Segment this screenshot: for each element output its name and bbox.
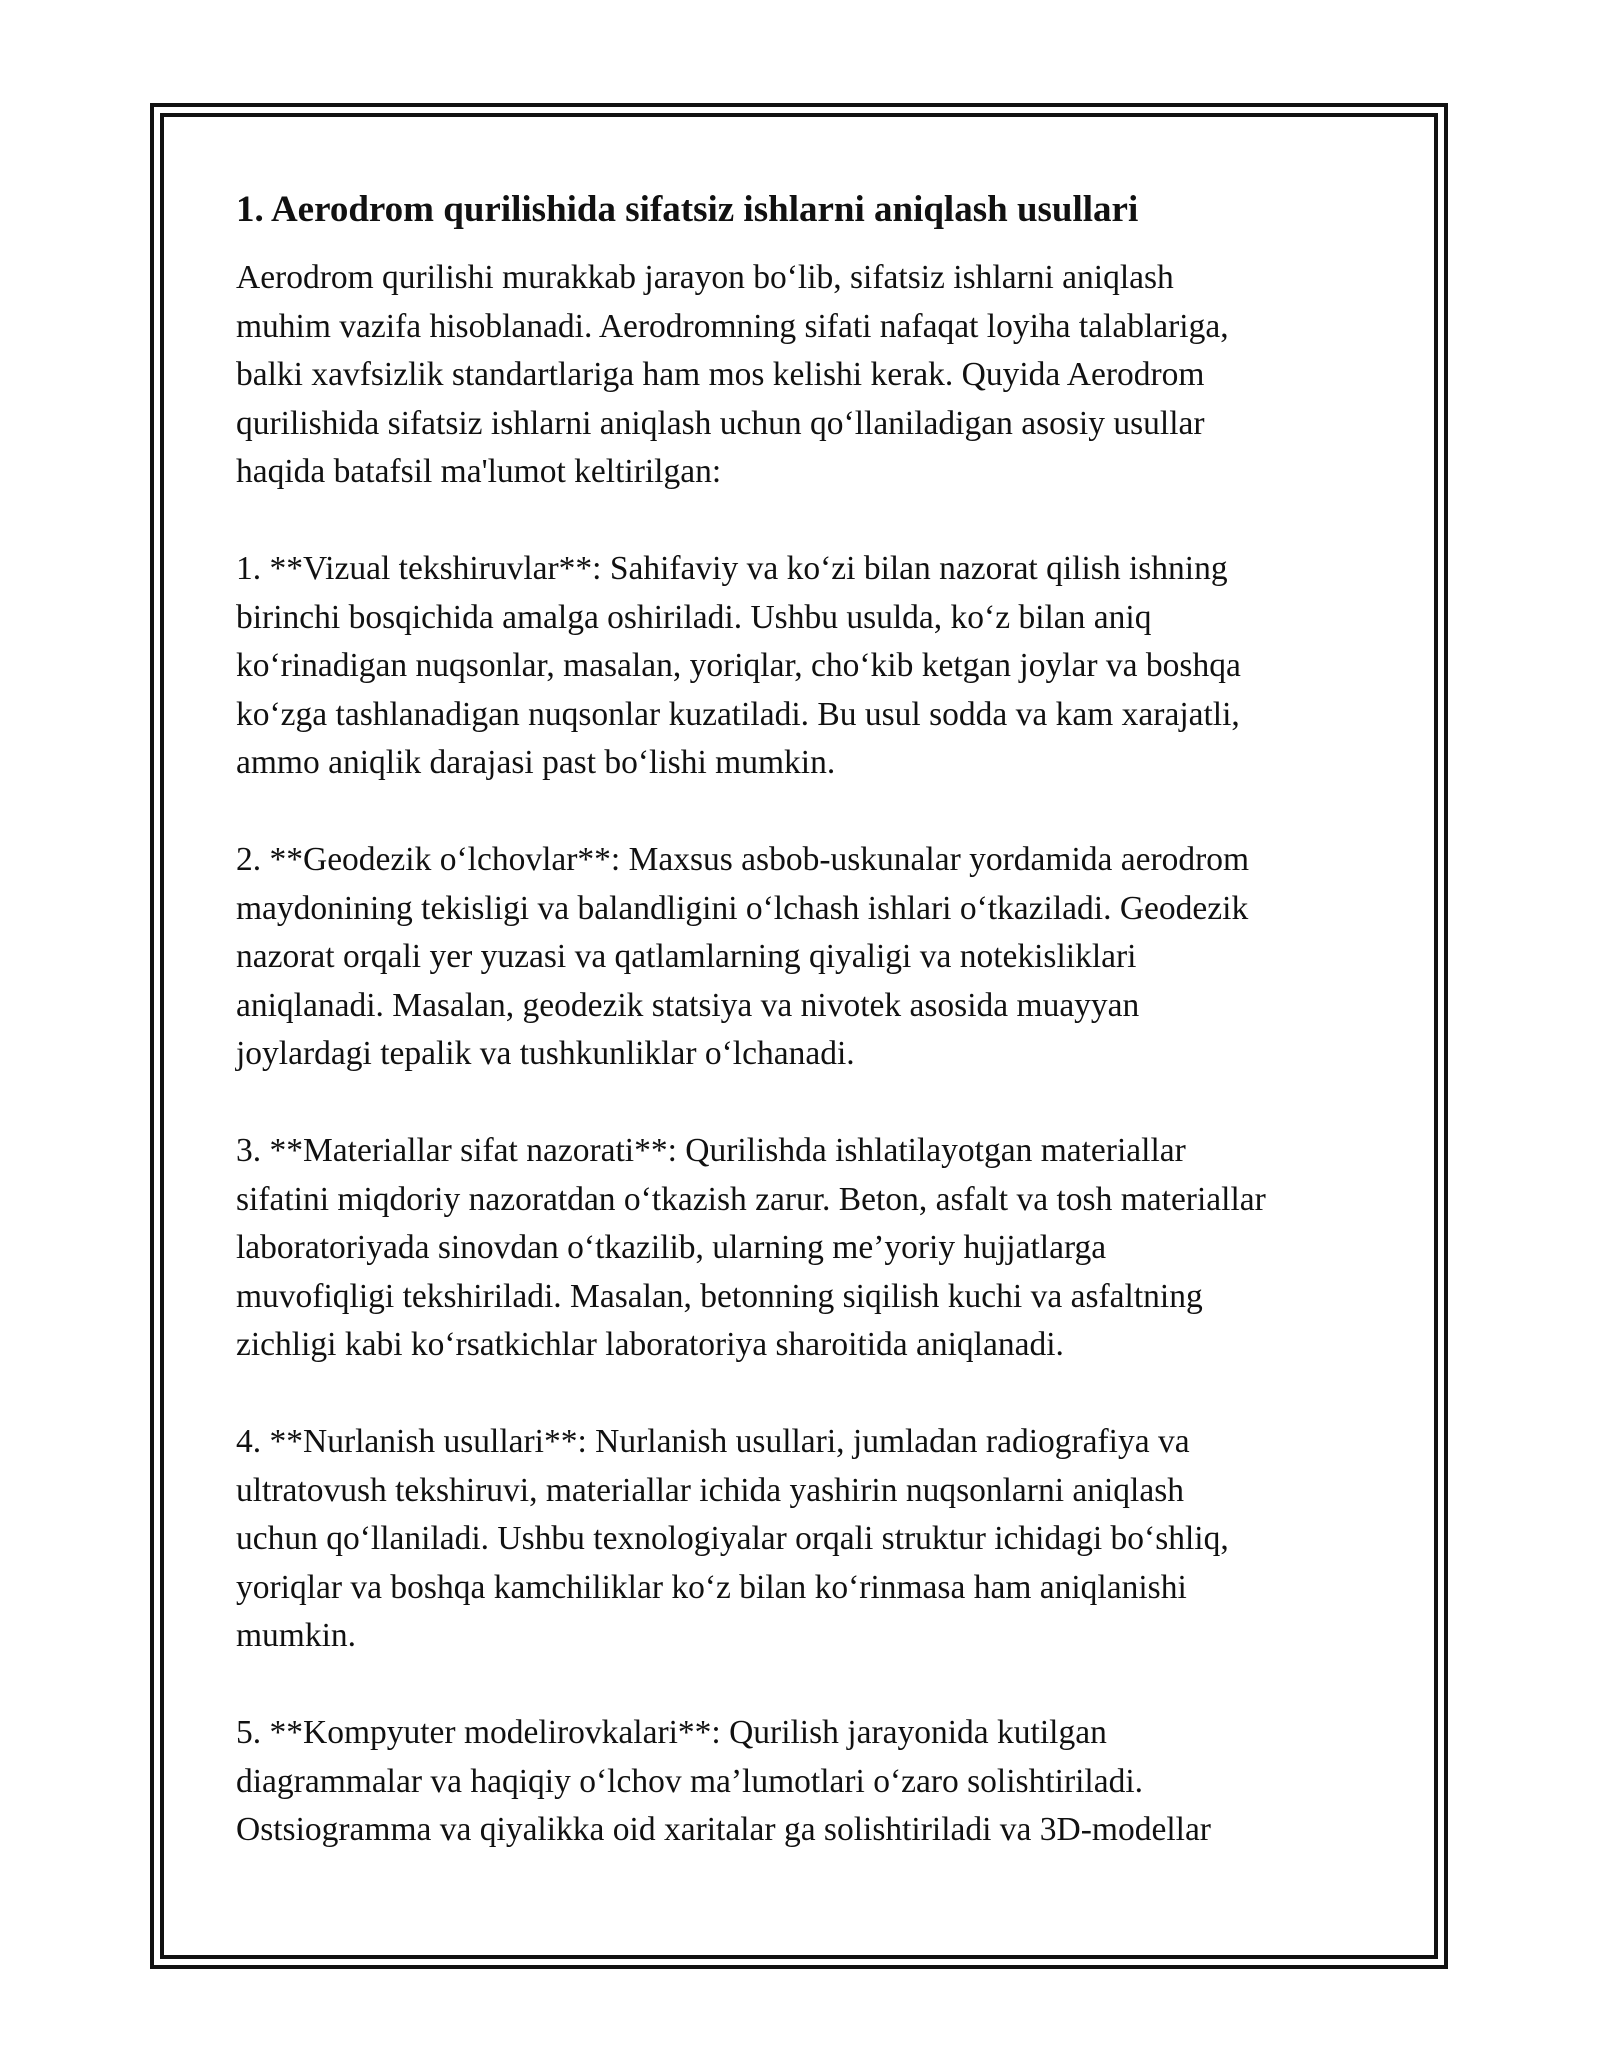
- text-line: 2. **Geodezik o‘lchovlar**: Maxsus asbob-uskunalar yordamida aerodrom: [236, 841, 1250, 878]
- text-line: 1. **Vizual tekshiruvlar**: Sahifaviy va ko‘zi bilan nazorat qilish ishning: [236, 550, 1228, 587]
- text-line: uchun qo‘llaniladi. Ushbu texnologiyalar orqali struktur ichidagi bo‘shliq,: [236, 1520, 1229, 1557]
- text-line: ko‘rinadigan nuqsonlar, masalan, yoriqlar, cho‘kib ketgan joylar va boshqa: [236, 647, 1241, 684]
- text-line: laboratoriyada sinovdan o‘tkazilib, ularning me’yoriy hujjatlarga: [236, 1229, 1107, 1266]
- intro-paragraph: [236, 254, 1386, 497]
- method-paragraph-modeling: [236, 1709, 1386, 1855]
- method-paragraph-materials: [236, 1127, 1386, 1370]
- text-line: 3. **Materiallar sifat nazorati**: Qurilishda ishlatilayotgan materiallar: [236, 1132, 1186, 1169]
- text-line: qurilishida sifatsiz ishlarni aniqlash uchun qo‘llaniladigan asosiy usullar: [236, 404, 1205, 442]
- text-line: nazorat orqali yer yuzasi va qatlamlarning qiyaligi va notekisliklari: [236, 938, 1137, 975]
- text-line: muhim vazifa hisoblanadi. Aerodromning sifati nafaqat loyiha talablariga,: [236, 307, 1229, 345]
- text-line: yoriqlar va boshqa kamchiliklar ko‘z bilan ko‘rinmasa ham aniqlanishi: [236, 1568, 1187, 1606]
- text-line: diagrammalar va haqiqiy o‘lchov ma’lumotlari o‘zaro solishtiriladi.: [236, 1762, 1144, 1800]
- text-line: ultratovush tekshiruvi, materiallar ichida yashirin nuqsonlarni aniqlash: [236, 1471, 1185, 1509]
- method-paragraph-radiation: [236, 1418, 1386, 1661]
- method-paragraph-geodetic: [236, 836, 1386, 1079]
- text-line: 5. **Kompyuter modelirovkalari**: Qurilish jarayonida kutilgan: [236, 1714, 1107, 1751]
- text-line: ammo aniqlik darajasi past bo‘lishi mumkin.: [236, 744, 836, 781]
- text-line: birinchi bosqichida amalga oshiriladi. Ushbu usulda, ko‘z bilan aniq: [236, 598, 1152, 636]
- text-line: muvofiqligi tekshiriladi. Masalan, betonning siqilish kuchi va asfaltning: [236, 1277, 1203, 1315]
- document-body: [236, 186, 1386, 1903]
- text-line: Aerodrom qurilishi murakkab jarayon bo‘lib, sifatsiz ishlarni aniqlash: [236, 259, 1174, 296]
- text-line: sifatini miqdoriy nazoratdan o‘tkazish zarur. Beton, asfalt va tosh materiallar: [236, 1180, 1266, 1218]
- text-line: ko‘zga tashlanadigan nuqsonlar kuzatiladi. Bu usul sodda va kam xarajatli,: [236, 695, 1240, 733]
- method-paragraph-visual: [236, 545, 1386, 788]
- text-line: haqida batafsil ma'lumot keltirilgan:: [236, 453, 722, 490]
- text-line: balki xavfsizlik standartlariga ham mos kelishi kerak. Quyida Aerodrom: [236, 356, 1205, 393]
- text-line: zichligi kabi ko‘rsatkichlar laboratoriya sharoitida aniqlanadi.: [236, 1326, 1064, 1363]
- text-line: joylardagi tepalik va tushkunliklar o‘lchanadi.: [236, 1035, 855, 1072]
- text-line: mumkin.: [236, 1617, 357, 1654]
- page-title: 1. Aerodrom qurilishida sifatsiz ishlarni aniqlash usullari: [236, 189, 1139, 230]
- text-line: aniqlanadi. Masalan, geodezik statsiya va nivotek asosida muayyan: [236, 986, 1140, 1024]
- text-line: maydonining tekisligi va balandligini o‘lchash ishlari o‘tkaziladi. Geodezik: [236, 889, 1249, 927]
- text-line: 4. **Nurlanish usullari**: Nurlanish usullari, jumladan radiografiya va: [236, 1423, 1190, 1460]
- text-line: Ostsiogramma va qiyalikka oid xaritalar ga solishtiriladi va 3D-modellar: [236, 1811, 1211, 1848]
